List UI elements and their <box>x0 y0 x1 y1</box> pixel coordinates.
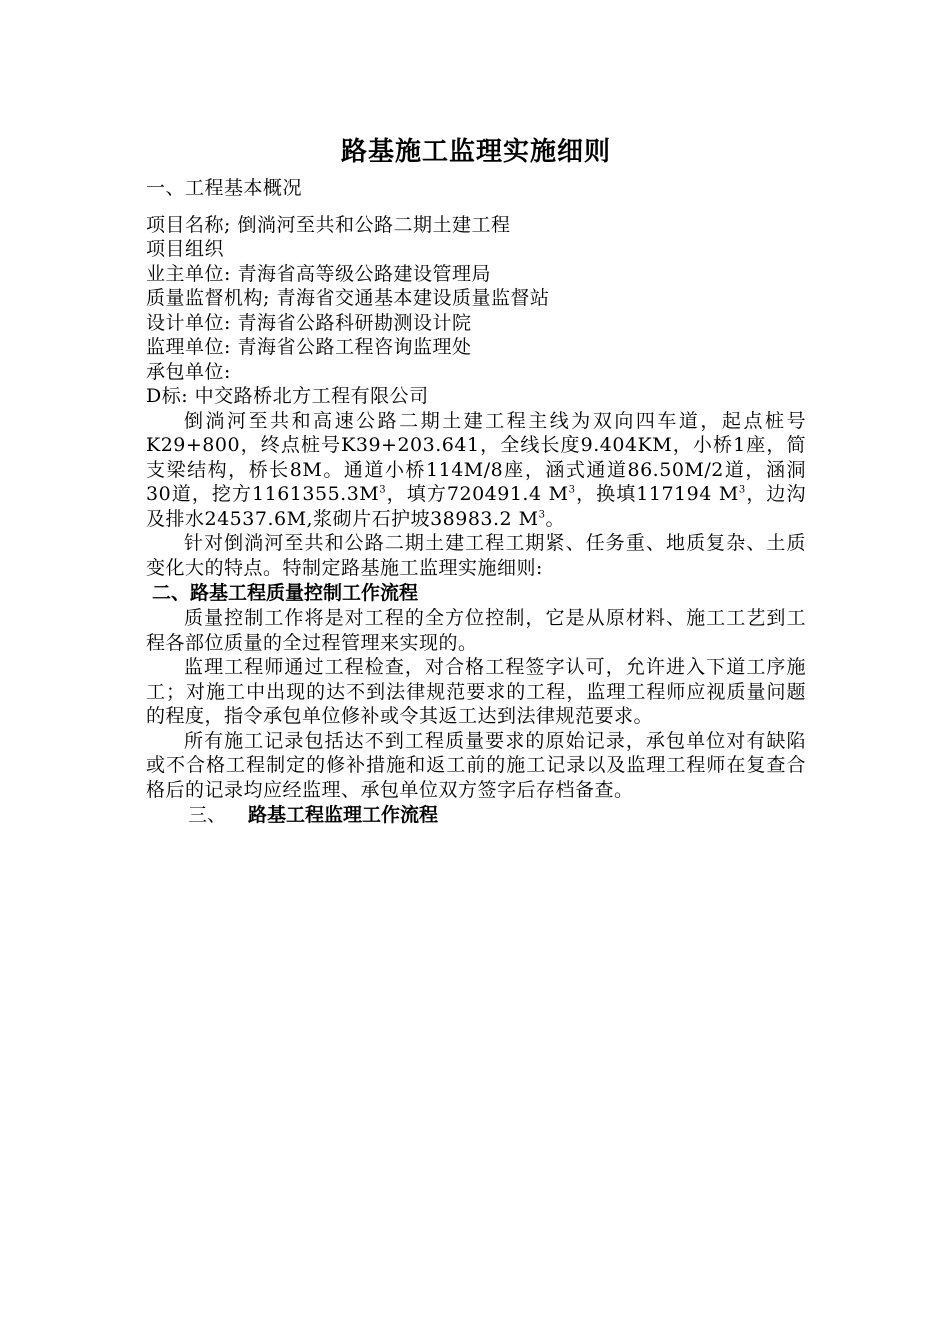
section3-number: 三、 <box>188 804 227 826</box>
section2-paragraph-2: 监理工程师通过工程检查，对合格工程签字认可，允许进入下道工序施工；对施工中出现的达不到法律规范要求的工程，监理工程师应视质量问题的程度，指令承包单位修补或令其返工达到法律规范要求。 <box>146 656 806 727</box>
document-title: 路基施工监理实施细则 <box>340 137 611 167</box>
section2-heading: 二、路基工程质量控制工作流程 <box>152 582 419 604</box>
info-supervisor: 监理单位: 青海省公路工程咨询监理处 <box>146 336 472 358</box>
overview-part3: ，换填117194 M <box>575 483 739 505</box>
section3-title: 路基工程监理工作流程 <box>248 804 439 826</box>
overview-part2: ，填方720491.4 M <box>386 483 569 505</box>
superscript-3b: 3 <box>568 484 576 496</box>
superscript-3c: 3 <box>738 484 746 496</box>
document-body <box>146 132 806 828</box>
overview-part1: 倒淌河至共和高速公路二期土建工程主线为双向四车道，起点桩号K29+800，终点桩号K39+203.641，全线长度9.404KM，小桥1座，简支梁结构，桥长8M。通道小桥114M/8座，涵式通道86.50M/2道，涵洞30道，挖方1161355.3M <box>146 409 806 505</box>
section3-heading <box>146 802 806 828</box>
overview-part5: 。 <box>545 507 566 530</box>
intro-paragraph: 针对倒淌河至共和公路二期土建工程工期紧、任务重、地质复杂、土质变化大的特点。特制定路基施工监理实施细则: <box>146 532 806 579</box>
info-contractor-label: 承包单位: <box>146 360 231 383</box>
overview-paragraph <box>146 409 806 532</box>
info-owner: 业主单位: 青海省高等级公路建设管理局 <box>146 262 491 285</box>
info-project-org: 项目组织 <box>146 238 225 260</box>
info-quality-supervision: 质量监督机构; 青海省交通基本建设质量监督站 <box>146 287 550 309</box>
section2-paragraph-1: 质量控制工作将是对工程的全方位控制，它是从原材料、施工工艺到工程各部位质量的全过程管理来实现的。 <box>146 607 806 654</box>
info-contractor-d: D标: 中交路桥北方工程有限公司 <box>146 385 429 407</box>
superscript-3a: 3 <box>379 484 387 496</box>
section1-heading: 一、工程基本概况 <box>146 177 303 199</box>
overview-part4: ，边沟及排水24537.6M,浆砌片石护坡38983.2 M <box>146 483 806 530</box>
superscript-3d: 3 <box>538 509 546 521</box>
info-designer: 设计单位: 青海省公路科研勘测设计院 <box>146 311 472 334</box>
info-project-name: 项目名称; 倒淌河至共和公路二期土建工程 <box>146 213 511 236</box>
section2-paragraph-3: 所有施工记录包括达不到工程质量要求的原始记录，承包单位对有缺陷或不合格工程制定的修补措施和返工前的施工记录以及监理工程师在复查合格后的记录均应经监理、承包单位双方签字后存档备查。 <box>146 729 806 801</box>
